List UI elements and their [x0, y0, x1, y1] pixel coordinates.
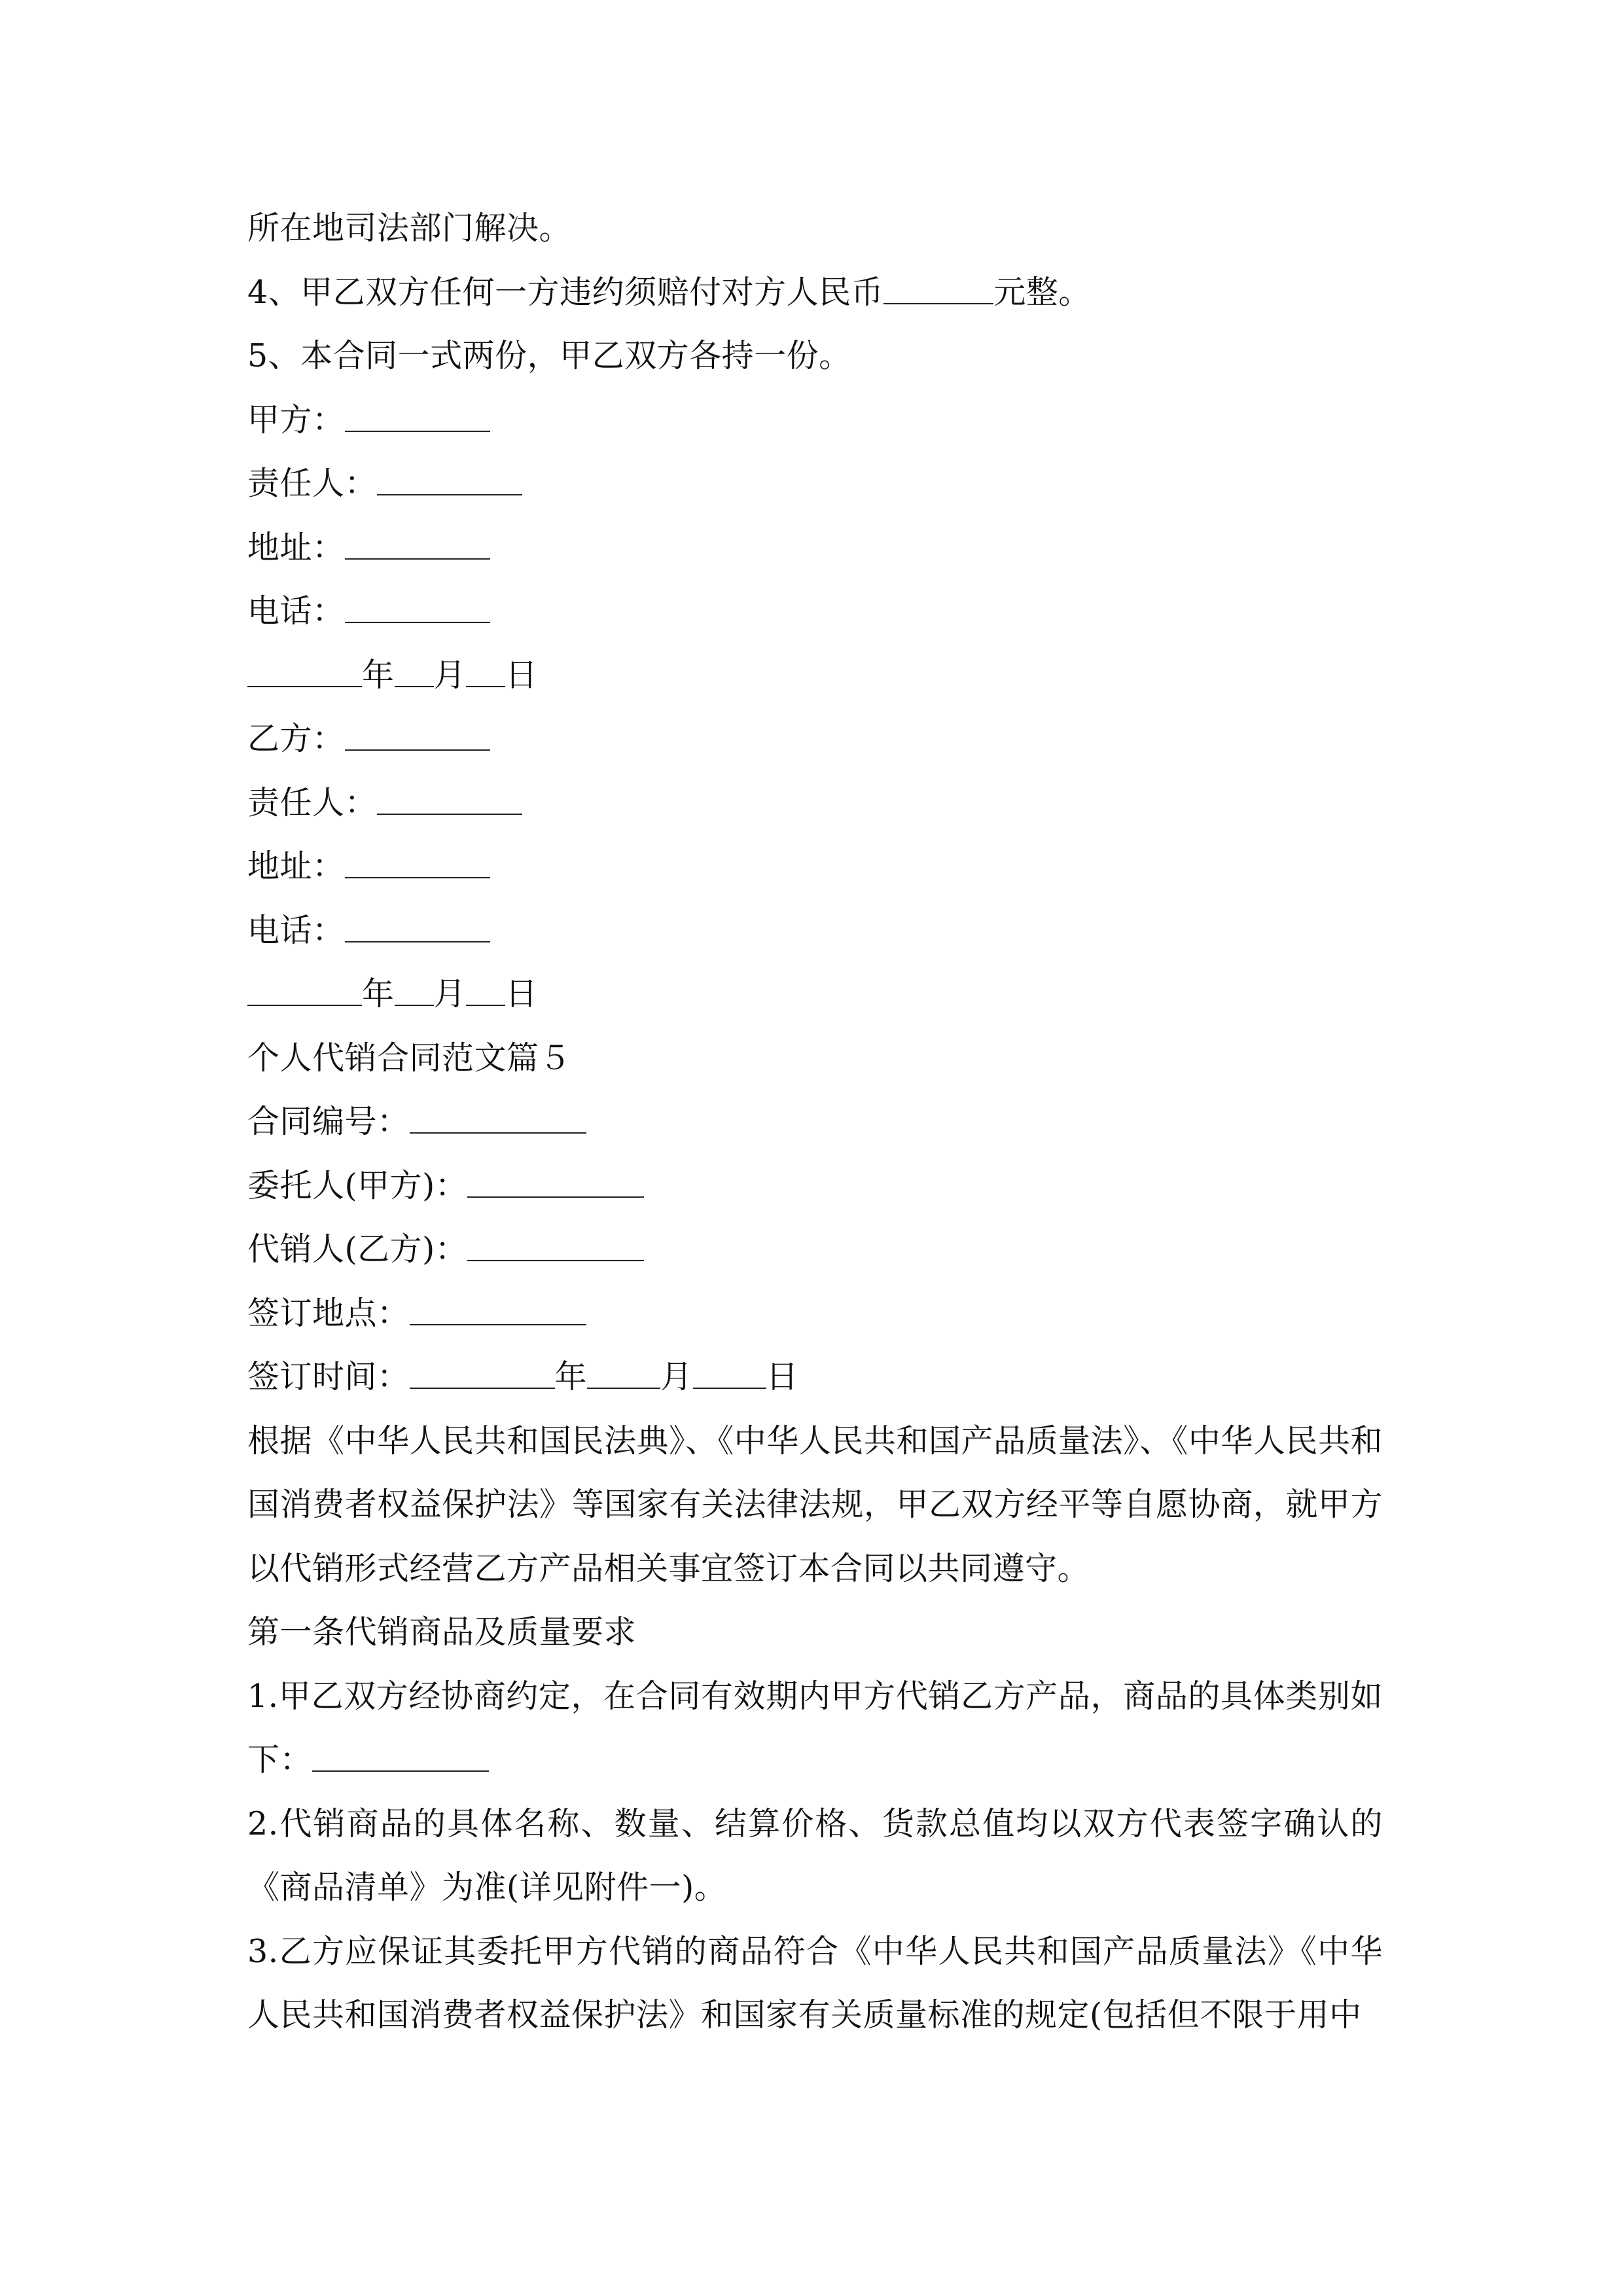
blank-field: [466, 655, 505, 687]
line-text: 4、甲乙双方任何一方违约须赔付对方人民币: [247, 273, 884, 311]
month-label: 月: [433, 656, 467, 694]
article-heading-text: 第一条代销商品及质量要求: [247, 1613, 637, 1651]
blank-field: [312, 1740, 489, 1772]
blank-field: [377, 783, 522, 815]
party-a-line: [247, 388, 1383, 452]
blank-field: [345, 400, 490, 432]
blank-field: [587, 1357, 660, 1390]
field-label: 乙方：: [247, 720, 345, 757]
phone-b-line: [247, 899, 1383, 963]
address-b-line: [247, 834, 1383, 899]
signing-place-line: [247, 1282, 1383, 1346]
clause-item-1: [247, 1664, 1383, 1792]
section-title: [247, 1026, 1383, 1090]
responsible-person-a-line: [247, 452, 1383, 516]
month-label: 月: [433, 975, 467, 1013]
penalty-clause: [247, 260, 1383, 325]
article-heading: [247, 1600, 1383, 1664]
blank-field: [345, 719, 490, 751]
blank-field: [410, 1102, 586, 1134]
phone-a-line: [247, 579, 1383, 643]
clause-item-2: [247, 1792, 1383, 1920]
field-label: 电话：: [247, 911, 345, 949]
year-label: 年: [554, 1358, 588, 1395]
blank-field: [410, 1293, 586, 1325]
blank-field: [395, 975, 434, 1007]
field-label: 代销人(乙方)：: [247, 1230, 468, 1268]
line-text: 元整。: [993, 273, 1091, 311]
clause-item-3: [247, 1920, 1383, 2047]
blank-field: [467, 1166, 644, 1198]
preamble-paragraph: [247, 1409, 1383, 1601]
principal-line: [247, 1154, 1383, 1218]
document-body: [247, 196, 1383, 2047]
blank-field: [377, 464, 522, 496]
text-line: [247, 196, 1383, 260]
day-label: 日: [505, 975, 538, 1013]
field-label: 责任人：: [247, 783, 378, 821]
blank-field: [247, 975, 362, 1007]
signing-time-line: [247, 1345, 1383, 1409]
year-label: 年: [362, 975, 395, 1013]
responsible-person-b-line: [247, 771, 1383, 835]
field-label: 电话：: [247, 592, 345, 630]
blank-field: [410, 1357, 555, 1390]
field-label: 甲方：: [247, 401, 345, 439]
blank-field: [467, 1230, 644, 1262]
section-title-text: 个人代销合同范文篇５: [247, 1039, 572, 1077]
paragraph-text: 根据《中华人民共和国民法典》、《中华人民共和国产品质量法》、《中华人民共和国消费者权益保护法》等国家有关法律法规，甲乙双方经平等自愿协商，就甲方以代销形式经营乙方产品相关事宜签订本合同以共同遵守。: [247, 1422, 1383, 1587]
blank-field: [693, 1357, 766, 1390]
month-label: 月: [660, 1358, 693, 1395]
field-label: 地址：: [247, 848, 345, 885]
blank-field: [247, 655, 362, 687]
field-label: 合同编号：: [247, 1103, 410, 1140]
field-label: 委托人(甲方)：: [247, 1166, 468, 1204]
day-label: 日: [505, 656, 538, 694]
blank-field: [345, 528, 490, 560]
blank-field: [883, 272, 993, 304]
date-b-line: [247, 962, 1383, 1026]
copies-clause: [247, 324, 1383, 388]
party-b-line: [247, 707, 1383, 771]
contract-number-line: [247, 1090, 1383, 1154]
line-text: 所在地司法部门解决。: [247, 209, 572, 247]
paragraph-text: 2.代销商品的具体名称、数量、结算价格、货款总值均以双方代表签字确认的《商品清单》为准(详见附件一)。: [247, 1804, 1383, 1906]
blank-field: [345, 910, 490, 942]
blank-field: [345, 592, 490, 624]
day-label: 日: [766, 1358, 799, 1395]
blank-field: [345, 847, 490, 879]
agent-line: [247, 1217, 1383, 1282]
line-text: 5、本合同一式两份，甲乙双方各持一份。: [247, 337, 851, 374]
blank-field: [395, 655, 434, 687]
field-label: 签订时间：: [247, 1358, 410, 1395]
address-a-line: [247, 516, 1383, 580]
field-label: 责任人：: [247, 465, 378, 502]
field-label: 签订地点：: [247, 1294, 410, 1332]
paragraph-text: 1.甲乙双方经协商约定，在合同有效期内甲方代销乙方产品，商品的具体类别如下：: [247, 1677, 1383, 1778]
date-a-line: [247, 643, 1383, 708]
year-label: 年: [362, 656, 395, 694]
paragraph-text: 3.乙方应保证其委托甲方代销的商品符合《中华人民共和国产品质量法》《中华人民共和国消费者权益保护法》和国家有关质量标准的规定(包括但不限于用中: [247, 1932, 1383, 2034]
blank-field: [466, 975, 505, 1007]
field-label: 地址：: [247, 528, 345, 566]
